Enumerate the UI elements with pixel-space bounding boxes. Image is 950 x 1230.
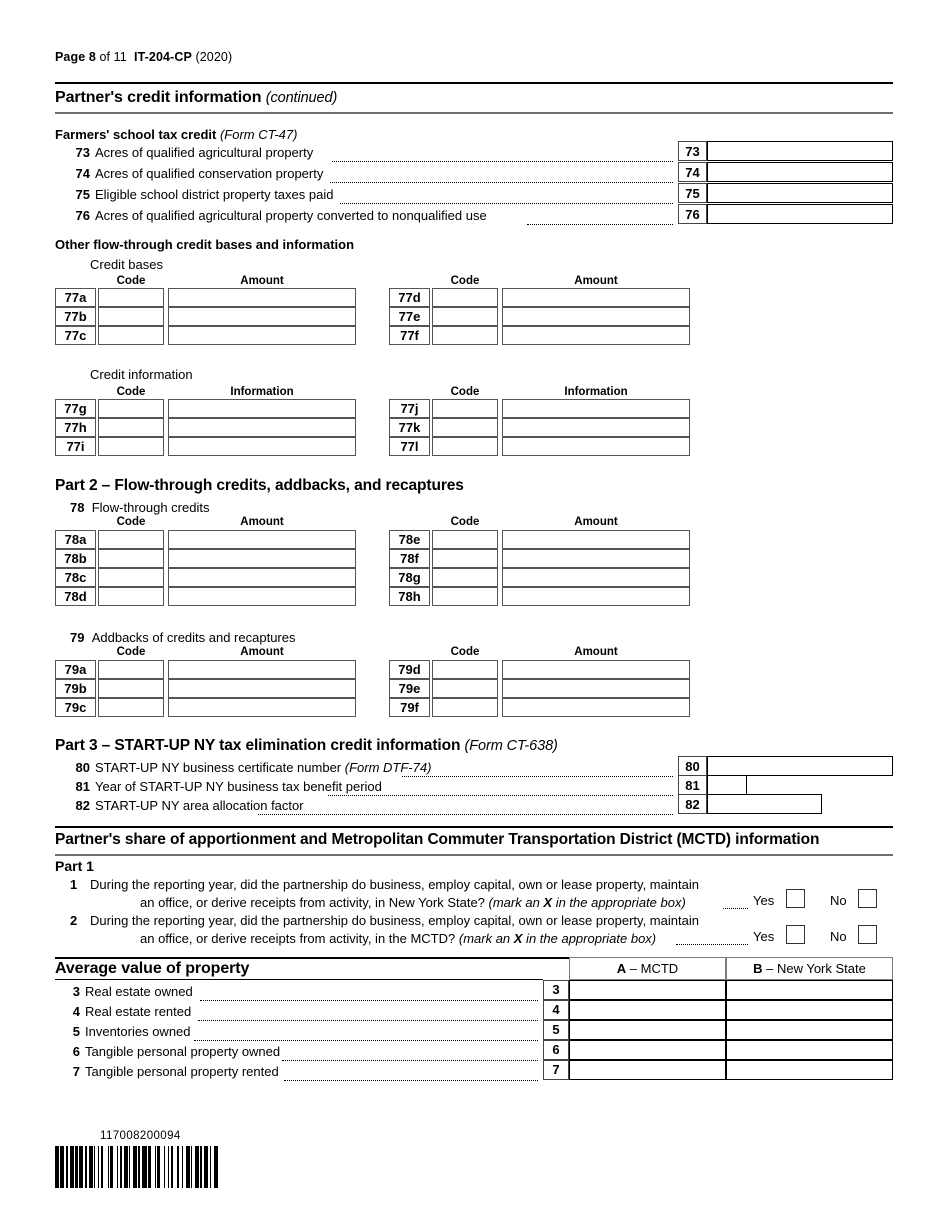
input-79d-amount[interactable] (502, 660, 690, 679)
farmers-heading-form: (Form CT-47) (219, 127, 298, 142)
line-81-box-number: 81 (678, 775, 707, 795)
question-2-line2 (140, 931, 656, 946)
part2-title: Part 2 – Flow-through credits, addbacks, and recaptures (55, 477, 464, 494)
avg-title: Average value of property (55, 960, 250, 977)
page-title-text: Partner's credit information (55, 89, 266, 106)
row-label-79a: 79a (55, 660, 96, 679)
input-77l-code[interactable] (432, 437, 498, 456)
avg-row-3-label: Real estate owned (85, 984, 193, 999)
row-label-77i: 77i (55, 437, 96, 456)
line-81-label: Year of START-UP NY business tax benefit period (95, 779, 382, 794)
input-78h-code[interactable] (432, 587, 498, 606)
avg-row-7-box-number: 7 (543, 1060, 569, 1080)
input-79c-amount[interactable] (168, 698, 356, 717)
line-78-number: 78 (70, 500, 85, 515)
line-76-label: Acres of qualified agricultural property converted to nonqualified use (95, 208, 487, 223)
credit-bases-right-code-header: Code (450, 275, 480, 287)
avg-row-5-nys-input[interactable] (726, 1020, 893, 1040)
question-1-no-label: No (830, 893, 847, 908)
question-1-line2 (140, 895, 686, 910)
input-79e-amount[interactable] (502, 679, 690, 698)
input-79a-amount[interactable] (168, 660, 356, 679)
line-75-input[interactable] (707, 183, 893, 203)
line-80-label-form: (Form DTF-74) (344, 760, 432, 775)
row-label-77d: 77d (389, 288, 430, 307)
question-2-mark-post: in the appropriate box) (522, 931, 657, 946)
line-76-box-number: 76 (678, 204, 707, 224)
input-79f-amount[interactable] (502, 698, 690, 717)
credit-bases-label: Credit bases (90, 257, 163, 272)
line78-left-amount-header: Amount (240, 516, 284, 528)
input-78b-amount[interactable] (168, 549, 356, 568)
line-73-label: Acres of qualified agricultural property (95, 145, 314, 160)
question-2-yes-label: Yes (753, 929, 775, 944)
credit-info-right-code-header: Code (450, 386, 480, 398)
credit-bases-left-amount-header: Amount (240, 275, 284, 287)
avg-header-b-label (726, 961, 893, 976)
line-75-number: 75 (75, 187, 90, 202)
line-75-box-number: 75 (678, 183, 707, 203)
input-78e-amount[interactable] (502, 530, 690, 549)
row-label-77l: 77l (389, 437, 430, 456)
part1-label: Part 1 (55, 858, 94, 874)
line-82-label: START-UP NY area allocation factor (95, 798, 304, 813)
input-77h-code[interactable] (98, 418, 164, 437)
barcode-number-label: 117008200094 (100, 1130, 181, 1142)
question-1-no-checkbox[interactable] (858, 889, 877, 908)
form-year-label: (2020) (195, 50, 233, 64)
line-81-number: 81 (75, 779, 90, 794)
input-79b-code[interactable] (98, 679, 164, 698)
question-1-line2-text: an office, or derive receipts from activity, in New York State? (140, 895, 489, 910)
input-77h-information[interactable] (168, 418, 356, 437)
avg-row-6-box-number: 6 (543, 1040, 569, 1060)
line-76-input[interactable] (707, 204, 893, 224)
line-76-number: 76 (75, 208, 90, 223)
input-79e-code[interactable] (432, 679, 498, 698)
input-79a-code[interactable] (98, 660, 164, 679)
avg-row-4-box-number: 4 (543, 1000, 569, 1020)
avg-row-6-label: Tangible personal property owned (85, 1044, 281, 1059)
farmers-heading (55, 127, 297, 142)
avg-row-3-mctd-input[interactable] (569, 980, 726, 1000)
input-78f-code[interactable] (432, 549, 498, 568)
line-81-input[interactable] (707, 775, 747, 795)
avg-col-b-text: – New York State (762, 961, 866, 976)
row-label-77a: 77a (55, 288, 96, 307)
line78-left-code-header: Code (116, 516, 146, 528)
input-77f-amount[interactable] (502, 326, 690, 345)
input-77j-information[interactable] (502, 399, 690, 418)
question-2-yes-checkbox[interactable] (786, 925, 805, 944)
line-80-box-number: 80 (678, 756, 707, 776)
input-77g-code[interactable] (98, 399, 164, 418)
avg-row-4-label: Real estate rented (85, 1004, 192, 1019)
avg-row-5-mctd-input[interactable] (569, 1020, 726, 1040)
line79-left-code-header: Code (116, 646, 146, 658)
line-74-number: 74 (75, 166, 90, 181)
question-2-line2-text: an office, or derive receipts from activity, in the MCTD? (140, 931, 459, 946)
row-label-77c: 77c (55, 326, 96, 345)
line-80-input[interactable] (707, 756, 893, 776)
input-77e-amount[interactable] (502, 307, 690, 326)
input-78d-amount[interactable] (168, 587, 356, 606)
other-flow-heading: Other flow-through credit bases and information (55, 237, 355, 252)
row-label-78f: 78f (389, 549, 430, 568)
avg-row-3-number: 3 (72, 984, 80, 999)
avg-row-6-mctd-input[interactable] (569, 1040, 726, 1060)
line-74-label: Acres of qualified conservation property (95, 166, 324, 181)
credit-info-left-code-header: Code (116, 386, 146, 398)
line-78-label: Flow-through credits (91, 500, 210, 515)
row-label-78h: 78h (389, 587, 430, 606)
row-label-77g: 77g (55, 399, 96, 418)
line-79-label: Addbacks of credits and recaptures (91, 630, 296, 645)
row-label-78c: 78c (55, 568, 96, 587)
input-78f-amount[interactable] (502, 549, 690, 568)
part3-title-text: Part 3 – START-UP NY tax elimination credit information (55, 737, 465, 754)
input-77c-code[interactable] (98, 326, 164, 345)
row-label-78a: 78a (55, 530, 96, 549)
question-2-number: 2 (70, 913, 78, 928)
input-77a-code[interactable] (98, 288, 164, 307)
page-of-label: of 11 (95, 50, 127, 64)
row-label-79d: 79d (389, 660, 430, 679)
divider-mctd-bottom (55, 854, 893, 856)
credit-bases-left-code-header: Code (116, 275, 146, 287)
input-78c-amount[interactable] (168, 568, 356, 587)
avg-row-3-nys-input[interactable] (726, 980, 893, 1000)
row-label-77e: 77e (389, 307, 430, 326)
input-79c-code[interactable] (98, 698, 164, 717)
input-77a-amount[interactable] (168, 288, 356, 307)
input-78h-amount[interactable] (502, 587, 690, 606)
avg-row-5-label: Inventories owned (85, 1024, 191, 1039)
avg-header-a-label (569, 961, 726, 976)
avg-col-b-letter: B (753, 961, 763, 976)
input-78d-code[interactable] (98, 587, 164, 606)
input-78g-amount[interactable] (502, 568, 690, 587)
line-80-label-text: START-UP NY business certificate number (95, 760, 345, 775)
avg-row-3-box-number: 3 (543, 980, 569, 1000)
input-77c-amount[interactable] (168, 326, 356, 345)
row-label-79c: 79c (55, 698, 96, 717)
input-78c-code[interactable] (98, 568, 164, 587)
row-label-78g: 78g (389, 568, 430, 587)
question-1-number: 1 (70, 877, 78, 892)
input-77d-code[interactable] (432, 288, 498, 307)
line-74-box-number: 74 (678, 162, 707, 182)
avg-row-5-box-number: 5 (543, 1020, 569, 1040)
question-1-mark-pre: (mark an (488, 895, 544, 910)
line-82-box-number: 82 (678, 794, 707, 814)
input-77b-amount[interactable] (168, 307, 356, 326)
line-82-input[interactable] (707, 794, 822, 814)
avg-row-6-number: 6 (72, 1044, 80, 1059)
line79-right-code-header: Code (450, 646, 480, 658)
input-78g-code[interactable] (432, 568, 498, 587)
avg-col-a-text: – MCTD (626, 961, 679, 976)
line-82-number: 82 (75, 798, 90, 813)
line-73-box-number: 73 (678, 141, 707, 161)
form-id-label: IT-204-CP (134, 50, 192, 64)
row-label-78d: 78d (55, 587, 96, 606)
line78-right-amount-header: Amount (574, 516, 618, 528)
input-77k-information[interactable] (502, 418, 690, 437)
input-79f-code[interactable] (432, 698, 498, 717)
line-73-input[interactable] (707, 141, 893, 161)
line-79-header (70, 630, 295, 645)
input-77k-code[interactable] (432, 418, 498, 437)
avg-row-7-number: 7 (72, 1064, 80, 1079)
credit-info-right-information-header: Information (564, 386, 628, 398)
question-1-mark-x: X (543, 895, 553, 910)
mctd-title: Partner's share of apportionment and Metropolitan Commuter Transportation District (MCTD) information (55, 831, 820, 848)
row-label-79f: 79f (389, 698, 430, 717)
credit-information-label: Credit information (90, 367, 193, 382)
page-header (55, 50, 232, 64)
input-78a-code[interactable] (98, 530, 164, 549)
line-80-number: 80 (75, 760, 90, 775)
line-80-label (95, 760, 431, 775)
input-78e-code[interactable] (432, 530, 498, 549)
row-label-79b: 79b (55, 679, 96, 698)
line-78-header (70, 500, 209, 515)
input-77b-code[interactable] (98, 307, 164, 326)
input-78a-amount[interactable] (168, 530, 356, 549)
question-1-yes-checkbox[interactable] (786, 889, 805, 908)
avg-row-4-number: 4 (72, 1004, 80, 1019)
question-1-line1: During the reporting year, did the partnership do business, employ capital, own or lease property, maintain (90, 877, 699, 892)
row-label-78b: 78b (55, 549, 96, 568)
avg-row-7-label: Tangible personal property rented (85, 1064, 279, 1079)
line-74-input[interactable] (707, 162, 893, 182)
input-78b-code[interactable] (98, 549, 164, 568)
avg-col-a-letter: A (616, 961, 627, 976)
input-77d-amount[interactable] (502, 288, 690, 307)
divider-top (55, 82, 893, 84)
question-2-no-checkbox[interactable] (858, 925, 877, 944)
avg-row-7-nys-input[interactable] (726, 1060, 893, 1080)
page-title (55, 89, 337, 107)
divider-under-title (55, 112, 893, 114)
line-73-number: 73 (75, 145, 90, 160)
credit-bases-right-amount-header: Amount (574, 275, 618, 287)
line-75-label: Eligible school district property taxes paid (95, 187, 334, 202)
row-label-77f: 77f (389, 326, 430, 345)
input-77i-information[interactable] (168, 437, 356, 456)
input-77l-information[interactable] (502, 437, 690, 456)
row-label-77b: 77b (55, 307, 96, 326)
part3-title (55, 737, 558, 755)
row-label-79e: 79e (389, 679, 430, 698)
question-1-mark-post: in the appropriate box) (552, 895, 686, 910)
question-2-mark-pre: (mark an (458, 931, 514, 946)
line78-right-code-header: Code (450, 516, 480, 528)
question-1-yes-label: Yes (753, 893, 775, 908)
input-77g-information[interactable] (168, 399, 356, 418)
input-77i-code[interactable] (98, 437, 164, 456)
farmers-heading-text: Farmers' school tax credit (55, 127, 220, 142)
avg-row-4-nys-input[interactable] (726, 1000, 893, 1020)
part3-title-form: (Form CT-638) (464, 738, 558, 754)
avg-title-underline (55, 979, 543, 980)
avg-row-6-nys-input[interactable] (726, 1040, 893, 1060)
input-79b-amount[interactable] (168, 679, 356, 698)
question-2-no-label: No (830, 929, 847, 944)
page-number-label: Page 8 (55, 50, 96, 64)
barcode-image (55, 1146, 219, 1188)
page-title-continued: (continued) (265, 90, 338, 106)
line79-right-amount-header: Amount (574, 646, 618, 658)
question-2-line1: During the reporting year, did the partnership do business, employ capital, own or lease property, maintain (90, 913, 699, 928)
question-2-mark-x: X (513, 931, 523, 946)
row-label-78e: 78e (389, 530, 430, 549)
avg-row-5-number: 5 (72, 1024, 80, 1039)
line79-left-amount-header: Amount (240, 646, 284, 658)
avg-row-7-mctd-input[interactable] (569, 1060, 726, 1080)
credit-info-left-information-header: Information (230, 386, 294, 398)
input-77e-code[interactable] (432, 307, 498, 326)
input-77j-code[interactable] (432, 399, 498, 418)
input-79d-code[interactable] (432, 660, 498, 679)
input-77f-code[interactable] (432, 326, 498, 345)
row-label-77j: 77j (389, 399, 430, 418)
row-label-77h: 77h (55, 418, 96, 437)
row-label-77k: 77k (389, 418, 430, 437)
divider-mctd-top (55, 826, 893, 828)
line-79-number: 79 (70, 630, 85, 645)
avg-row-4-mctd-input[interactable] (569, 1000, 726, 1020)
